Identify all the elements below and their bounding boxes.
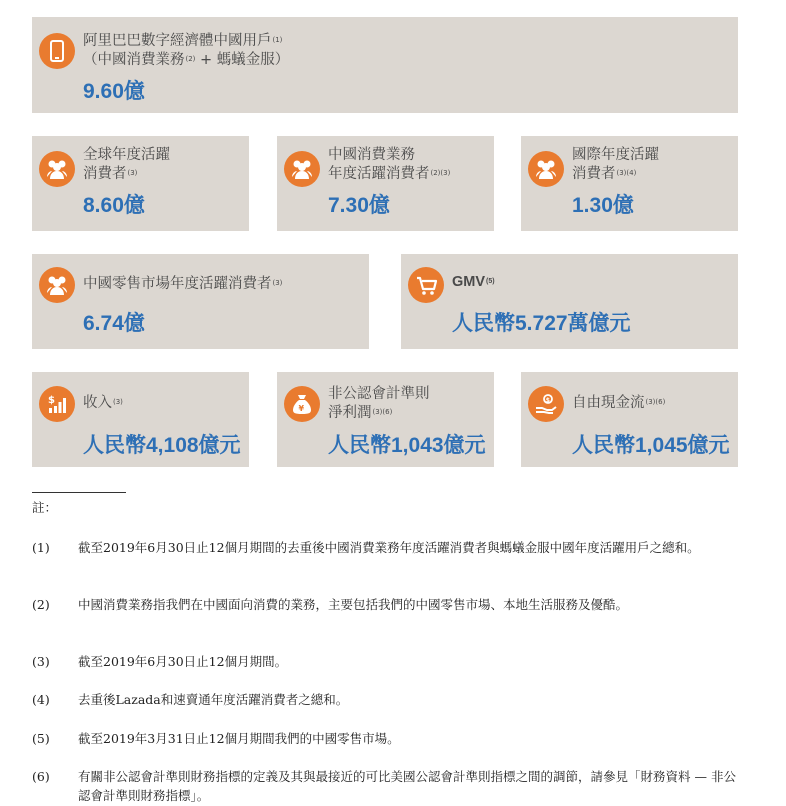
card-gmv: [401, 254, 738, 349]
notes-heading: 註：: [32, 500, 58, 515]
svg-text:¥: ¥: [298, 404, 305, 413]
revenue-value: 人民幣4,108億元: [83, 434, 241, 457]
card-free-cash-flow: [521, 372, 738, 467]
china-sublabel: 年度活躍消費者: [328, 166, 430, 182]
footnote-ref: (3): [272, 279, 283, 287]
note-text: 中國消費業務指我們在中國面向消費的業務，主要包括我們的中國零售市場、本地生活服務及優酷。: [78, 597, 629, 612]
footnote-ref: (5): [486, 278, 495, 285]
card-global-consumers: [32, 136, 249, 231]
footnote-ref: (3): [127, 169, 138, 177]
global-sublabel: 消費者: [83, 166, 127, 182]
ecosystem-sublabel-a: （中國消費業務: [83, 52, 185, 68]
footnote-ref: (3)(6): [372, 408, 393, 416]
note-number: (2): [32, 597, 50, 612]
svg-text:$: $: [545, 397, 550, 404]
money-bag-icon: [284, 386, 320, 422]
footnote-ref: (3)(4): [616, 169, 637, 177]
card-non-gaap-net-income: [277, 372, 494, 467]
card-retail-consumers: [32, 254, 369, 349]
plus-operator: +: [497, 168, 521, 201]
netincome-label-line2: [328, 404, 392, 423]
note-text: 有關非公認會計準則財務指標的定義及其與最接近的可比美國公認會計準則指標之間的調節，請參見「財務資料 — 非公認會計準則財務指標」。: [78, 769, 736, 803]
note-text: 去重後Lazada和速賣通年度活躍消費者之總和。: [78, 692, 349, 707]
intl-value: 1.30億: [572, 194, 634, 217]
cash-flow-icon: [528, 386, 564, 422]
note-text: 截至2019年3月31日止12個月期間我們的中國零售市場。: [78, 731, 400, 746]
china-value: 7.30億: [328, 194, 390, 217]
ecosystem-label-line2: [83, 51, 289, 70]
intl-label: 國際年度活躍: [572, 147, 659, 163]
note-number: (6): [32, 769, 50, 784]
note-number: (4): [32, 692, 50, 707]
intl-label-line2: [572, 165, 636, 184]
netincome-value: 人民幣1,043億元: [328, 434, 486, 457]
equals-operator: =: [251, 168, 275, 201]
fcf-label: 自由現金流: [572, 395, 645, 411]
netincome-label: 非公認會計準則: [328, 386, 430, 402]
intl-sublabel: 消費者: [572, 166, 616, 182]
fcf-value: 人民幣1,045億元: [572, 434, 730, 457]
retail-label: 中國零售市場年度活躍消費者: [83, 276, 272, 292]
netincome-sublabel: 淨利潤: [328, 405, 372, 421]
note-text: 截至2019年6月30日止12個月期間。: [78, 654, 288, 669]
china-label: 中國消費業務: [328, 147, 415, 163]
ecosystem-sublabel-b: + 螞蟻金服）: [195, 52, 290, 68]
card-revenue: [32, 372, 249, 467]
phone-icon: [39, 33, 75, 69]
fcf-label-line: [572, 394, 665, 413]
note-number: (1): [32, 540, 50, 555]
ecosystem-value: 9.60億: [83, 80, 145, 103]
global-label: 全球年度活躍: [83, 147, 170, 163]
footnote-ref: (3)(6): [645, 398, 666, 406]
card-intl-consumers: [521, 136, 738, 231]
revenue-chart-icon: [39, 386, 75, 422]
footnote-ref: (1): [272, 36, 283, 44]
revenue-label-line: [83, 394, 123, 413]
china-label-line2: [328, 165, 450, 184]
retail-value: 6.74億: [83, 312, 145, 335]
retail-label-line: [83, 275, 282, 294]
gmv-value: 人民幣5.727萬億元: [452, 312, 631, 335]
global-value: 8.60億: [83, 194, 145, 217]
global-label-line2: [83, 165, 137, 184]
footnote-ref: (2)(3): [430, 169, 451, 177]
ecosystem-label: 阿里巴巴數字經濟體中國用戶: [83, 33, 272, 49]
users-icon: [284, 151, 320, 187]
card-china-consumers: [277, 136, 494, 231]
note-number: (5): [32, 731, 50, 746]
card-ecosystem-users: [32, 17, 738, 113]
footnote-ref: (3): [113, 398, 123, 406]
gmv-label: GMV: [452, 274, 486, 290]
note-text: 截至2019年6月30日止12個月期間的去重後中國消費業務年度活躍消費者與螞蟻金服中國年度活躍用戶之總和。: [78, 540, 700, 555]
users-icon: [39, 267, 75, 303]
users-icon: [528, 151, 564, 187]
cart-icon: [408, 267, 444, 303]
users-icon: [39, 151, 75, 187]
note-number: (3): [32, 654, 50, 669]
footnote-ref: (2): [185, 55, 196, 63]
notes-divider: [32, 492, 126, 493]
svg-text:$: $: [48, 395, 55, 406]
ecosystem-label-line1: [83, 32, 282, 51]
revenue-label: 收入: [83, 395, 112, 411]
gmv-label-line: [452, 273, 495, 292]
